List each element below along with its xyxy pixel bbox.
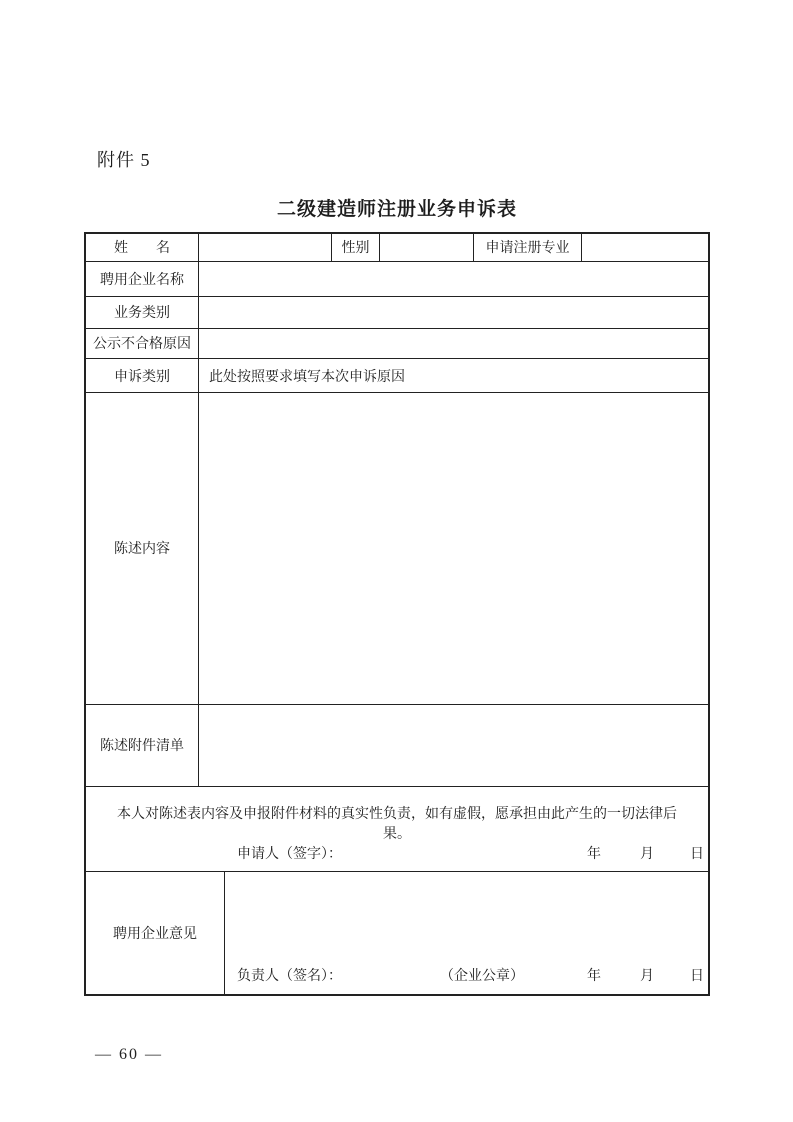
row-statement-content xyxy=(86,393,708,704)
declaration-month-label: 月 xyxy=(640,847,654,863)
declaration-year-label: 年 xyxy=(587,847,601,863)
opinion-day-label: 日 xyxy=(690,969,704,984)
appeal-category-label: 申诉类别 xyxy=(86,359,199,392)
enterprise-opinion-value-cell xyxy=(225,872,708,994)
row-basic-info xyxy=(86,234,708,262)
statement-attachments-value-cell xyxy=(199,705,708,787)
unqualified-reason-label: 公示不合格原因 xyxy=(86,329,199,359)
business-category-label: 业务类别 xyxy=(86,297,199,328)
responsible-signature-label: 负责人（签名）： xyxy=(237,969,342,984)
unqualified-reason-value-cell xyxy=(199,329,708,359)
form-title: 二级建造师注册业务申诉表 xyxy=(276,199,517,220)
row-appeal-category xyxy=(86,359,708,393)
specialty-value-cell xyxy=(582,234,708,261)
statement-attachments-label: 陈述附件清单 xyxy=(86,705,199,787)
row-business-category xyxy=(86,297,708,329)
opinion-year-label: 年 xyxy=(587,969,601,984)
page-number: — 60 — xyxy=(95,1046,163,1063)
enterprise-seal-label: （企业公章） xyxy=(440,969,524,984)
row-statement-attachments xyxy=(86,705,708,788)
enterprise-name-label: 聘用企业名称 xyxy=(86,262,199,296)
declaration-day-label: 日 xyxy=(690,847,704,863)
name-label: 姓 名 xyxy=(86,234,199,261)
declaration-statement: 本人对陈述表内容及申报附件材料的真实性负责，如有虚假，愿承担由此产生的一切法律后果。 xyxy=(117,807,677,843)
applicant-signature-label: 申请人（签字）： xyxy=(237,847,342,863)
enterprise-name-value-cell xyxy=(199,262,708,296)
row-enterprise-name xyxy=(86,262,708,297)
gender-value-cell xyxy=(380,234,474,261)
row-unqualified-reason xyxy=(86,329,708,360)
name-value-cell xyxy=(199,234,332,261)
attachment-label: 附件 5 xyxy=(97,150,151,170)
specialty-label: 申请注册专业 xyxy=(474,234,582,261)
appeal-form-table xyxy=(84,232,710,996)
gender-label: 性别 xyxy=(332,234,380,261)
statement-content-value-cell xyxy=(199,393,708,703)
business-category-value-cell xyxy=(199,297,708,328)
row-enterprise-opinion xyxy=(86,872,708,994)
opinion-month-label: 月 xyxy=(640,969,654,984)
statement-content-label: 陈述内容 xyxy=(86,393,199,703)
row-declaration xyxy=(86,787,708,872)
appeal-category-value-cell: 此处按照要求填写本次申诉原因 xyxy=(209,369,405,385)
enterprise-opinion-label: 聘用企业意见 xyxy=(86,872,225,994)
